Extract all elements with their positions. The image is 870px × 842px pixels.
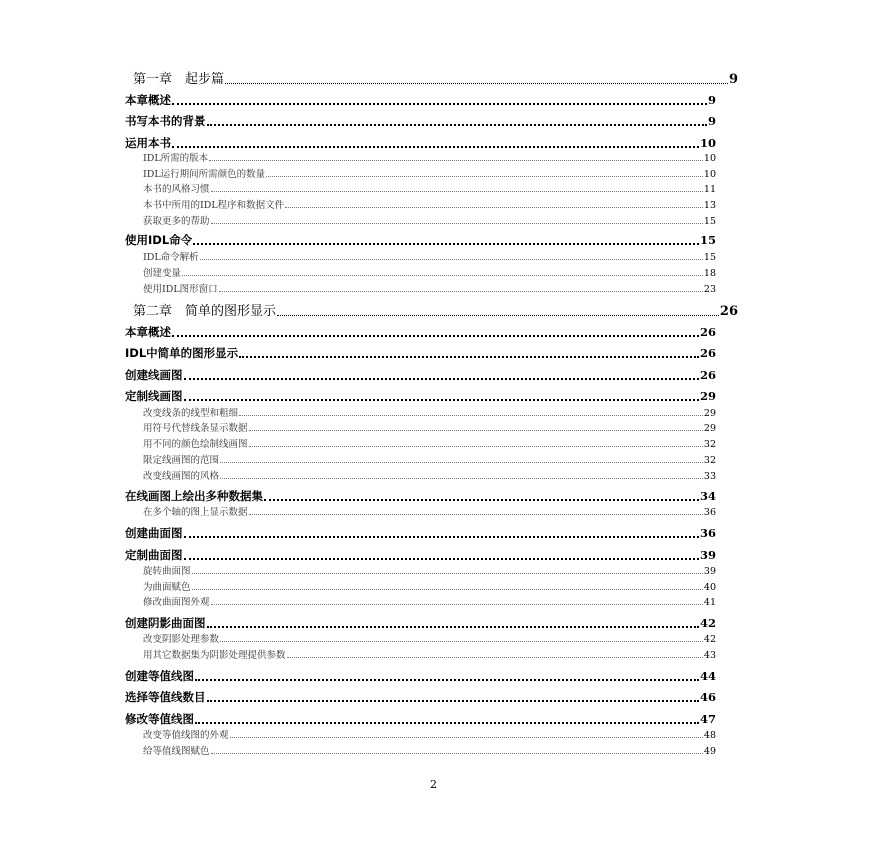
toc-subsection-entry[interactable] <box>143 468 716 482</box>
toc-entry-page: 36 <box>703 507 716 518</box>
toc-entry-title: 限定线画图的范围 <box>143 455 220 466</box>
dot-leader <box>211 191 703 192</box>
toc-section-entry[interactable] <box>125 525 716 541</box>
toc-entry-page: 47 <box>699 712 716 726</box>
toc-entry-title: 使用IDL图形窗口 <box>143 284 218 295</box>
toc-section-entry[interactable] <box>125 232 716 248</box>
toc-subsection-entry[interactable] <box>143 436 716 450</box>
toc-entry-page: 15 <box>699 233 716 247</box>
toc-entry-title: 为曲面赋色 <box>143 582 191 593</box>
toc-entry-title: 用其它数据集为阴影处理提供参数 <box>143 650 286 661</box>
toc-entry-title: 本章概述 <box>125 325 171 339</box>
toc-entry-title: 书写本书的背景 <box>125 114 206 128</box>
dot-leader <box>207 124 707 126</box>
toc-section-entry[interactable] <box>125 711 716 727</box>
dot-leader <box>230 737 703 738</box>
toc-entry-page: 9 <box>707 93 716 107</box>
dot-leader <box>184 558 699 560</box>
toc-entry-page: 15 <box>703 252 716 263</box>
dot-leader <box>195 722 699 724</box>
toc-entry-title: 选择等值线数目 <box>125 690 206 704</box>
toc-entry-title: 使用IDL命令 <box>125 233 193 247</box>
toc-subsection-entry[interactable] <box>143 504 716 518</box>
toc-entry-page: 33 <box>703 471 716 482</box>
toc-entry-title: 改变等值线图的外观 <box>143 730 229 741</box>
toc-section-entry[interactable] <box>125 388 716 404</box>
toc-entry-title: IDL运行期间所需颜色的数量 <box>143 169 266 180</box>
toc-entry-title: IDL中简单的图形显示 <box>125 346 239 360</box>
toc-subsection-entry[interactable] <box>143 647 716 661</box>
toc-section-entry[interactable] <box>125 324 716 340</box>
dot-leader <box>211 604 703 605</box>
toc-subsection-entry[interactable] <box>143 452 716 466</box>
toc-entry-page: 10 <box>703 153 716 164</box>
toc-entry-page: 29 <box>703 408 716 419</box>
toc-entry-page: 15 <box>703 216 716 227</box>
toc-chapter-entry[interactable] <box>133 300 738 319</box>
toc-entry-page: 39 <box>699 548 716 562</box>
toc-subsection-entry[interactable] <box>143 281 716 295</box>
toc-entry-title: 改变线画图的风格 <box>143 471 220 482</box>
dot-leader <box>195 679 699 681</box>
toc-section-entry[interactable] <box>125 367 716 383</box>
toc-chapter-entry[interactable] <box>133 68 738 87</box>
toc-entry-page: 23 <box>703 284 716 295</box>
toc-entry-title: 创建曲面图 <box>125 526 183 540</box>
dot-leader <box>249 514 703 515</box>
dot-leader <box>207 626 699 628</box>
toc-subsection-entry[interactable] <box>143 727 716 741</box>
toc-entry-page: 26 <box>719 304 738 319</box>
toc-entry-page: 18 <box>703 268 716 279</box>
toc-subsection-entry[interactable] <box>143 249 716 263</box>
toc-subsection-entry[interactable] <box>143 631 716 645</box>
toc-subsection-entry[interactable] <box>143 166 716 180</box>
toc-entry-title: 给等值线图赋色 <box>143 746 210 757</box>
toc-entry-page: 44 <box>699 669 716 683</box>
toc-entry-page: 39 <box>703 566 716 577</box>
toc-entry-title: 创建阴影曲面图 <box>125 616 206 630</box>
dot-leader <box>207 700 699 702</box>
dot-leader <box>192 589 703 590</box>
toc-entry-title: 用不同的颜色绘制线画图 <box>143 439 248 450</box>
toc-subsection-entry[interactable] <box>143 594 716 608</box>
toc-entry-page: 46 <box>699 690 716 704</box>
toc-entry-title: 运用本书 <box>125 136 171 150</box>
dot-leader <box>172 335 699 337</box>
toc-subsection-entry[interactable] <box>143 579 716 593</box>
toc-entry-page: 10 <box>703 169 716 180</box>
toc-entry-page: 26 <box>699 325 716 339</box>
toc-entry-page: 40 <box>703 582 716 593</box>
toc-entry-title: 在多个轴的图上显示数据 <box>143 507 248 518</box>
toc-subsection-entry[interactable] <box>143 181 716 195</box>
toc-entry-page: 32 <box>703 455 716 466</box>
toc-entry-title: IDL所需的版本 <box>143 153 209 164</box>
toc-entry-page: 43 <box>703 650 716 661</box>
dot-leader <box>266 176 703 177</box>
toc-subsection-entry[interactable] <box>143 420 716 434</box>
toc-section-entry[interactable] <box>125 113 716 129</box>
toc-entry-title: 用符号代替线条显示数据 <box>143 423 248 434</box>
toc-entry-page: 29 <box>699 389 716 403</box>
toc-entry-page: 9 <box>707 114 716 128</box>
toc-entry-page: 41 <box>703 597 716 608</box>
toc-entry-page: 36 <box>699 526 716 540</box>
toc-entry-title: 修改曲面图外观 <box>143 597 210 608</box>
toc-entry-title: 第一章 起步篇 <box>133 72 225 87</box>
dot-leader <box>172 146 699 148</box>
toc-entry-title: 旋转曲面图 <box>143 566 191 577</box>
dot-leader <box>184 536 699 538</box>
toc-entry-title: 本书的风格习惯 <box>143 184 210 195</box>
toc-section-entry[interactable] <box>125 135 716 151</box>
toc-entry-title: 改变阴影处理参数 <box>143 634 220 645</box>
dot-leader <box>184 399 699 401</box>
toc-entry-title: 创建变量 <box>143 268 182 279</box>
toc-section-entry[interactable] <box>125 345 716 361</box>
dot-leader <box>192 573 703 574</box>
dot-leader <box>239 415 703 416</box>
toc-section-entry[interactable] <box>125 92 716 108</box>
page-number: 2 <box>430 778 437 791</box>
toc-entry-page: 26 <box>699 346 716 360</box>
toc-subsection-entry[interactable] <box>143 150 716 164</box>
dot-leader <box>285 207 703 208</box>
dot-leader <box>220 478 703 479</box>
toc-entry-title: 第二章 简单的图形显示 <box>133 304 277 319</box>
toc-entry-page: 32 <box>703 439 716 450</box>
toc-entry-page: 42 <box>703 634 716 645</box>
toc-entry-title: 本书中所用的IDL程序和数据文件 <box>143 200 285 211</box>
dot-leader <box>211 753 703 754</box>
toc-entry-title: 在线画图上绘出多种数据集 <box>125 489 263 503</box>
toc-entry-title: 创建线画图 <box>125 368 183 382</box>
dot-leader <box>239 356 699 358</box>
toc-entry-page: 11 <box>703 184 716 195</box>
toc-entry-page: 42 <box>699 616 716 630</box>
dot-leader <box>184 378 699 380</box>
toc-section-entry[interactable] <box>125 668 716 684</box>
dot-leader <box>277 315 719 316</box>
toc-entry-title: 定制线画图 <box>125 389 183 403</box>
toc-section-entry[interactable] <box>125 488 716 504</box>
toc-entry-page: 29 <box>703 423 716 434</box>
dot-leader <box>287 657 703 658</box>
dot-leader <box>172 103 707 105</box>
toc-entry-page: 9 <box>728 72 738 87</box>
dot-leader <box>249 446 703 447</box>
toc-subsection-entry[interactable] <box>143 265 716 279</box>
toc-section-entry[interactable] <box>125 547 716 563</box>
toc-entry-page: 26 <box>699 368 716 382</box>
toc-entry-title: 获取更多的帮助 <box>143 216 210 227</box>
dot-leader <box>211 223 703 224</box>
dot-leader <box>219 291 703 292</box>
dot-leader <box>220 641 703 642</box>
toc-entry-title: IDL命令解析 <box>143 252 199 263</box>
toc-entry-title: 定制曲面图 <box>125 548 183 562</box>
dot-leader <box>225 83 728 84</box>
toc-entry-title: 改变线条的线型和粗细 <box>143 408 239 419</box>
dot-leader <box>264 499 699 501</box>
toc-subsection-entry[interactable] <box>143 405 716 419</box>
dot-leader <box>200 259 703 260</box>
toc-subsection-entry[interactable] <box>143 213 716 227</box>
toc-entry-page: 13 <box>703 200 716 211</box>
dot-leader <box>220 462 703 463</box>
dot-leader <box>193 243 699 245</box>
toc-entry-title: 创建等值线图 <box>125 669 194 683</box>
toc-section-entry[interactable] <box>125 615 716 631</box>
toc-subsection-entry[interactable] <box>143 563 716 577</box>
toc-subsection-entry[interactable] <box>143 743 716 757</box>
toc-entry-title: 修改等值线图 <box>125 712 194 726</box>
toc-entry-page: 49 <box>703 746 716 757</box>
toc-section-entry[interactable] <box>125 689 716 705</box>
dot-leader <box>182 275 703 276</box>
dot-leader <box>209 160 703 161</box>
toc-entry-title: 本章概述 <box>125 93 171 107</box>
dot-leader <box>249 430 703 431</box>
toc-entry-page: 48 <box>703 730 716 741</box>
toc-entry-page: 34 <box>699 489 716 503</box>
toc-subsection-entry[interactable] <box>143 197 716 211</box>
toc-entry-page: 10 <box>699 136 716 150</box>
